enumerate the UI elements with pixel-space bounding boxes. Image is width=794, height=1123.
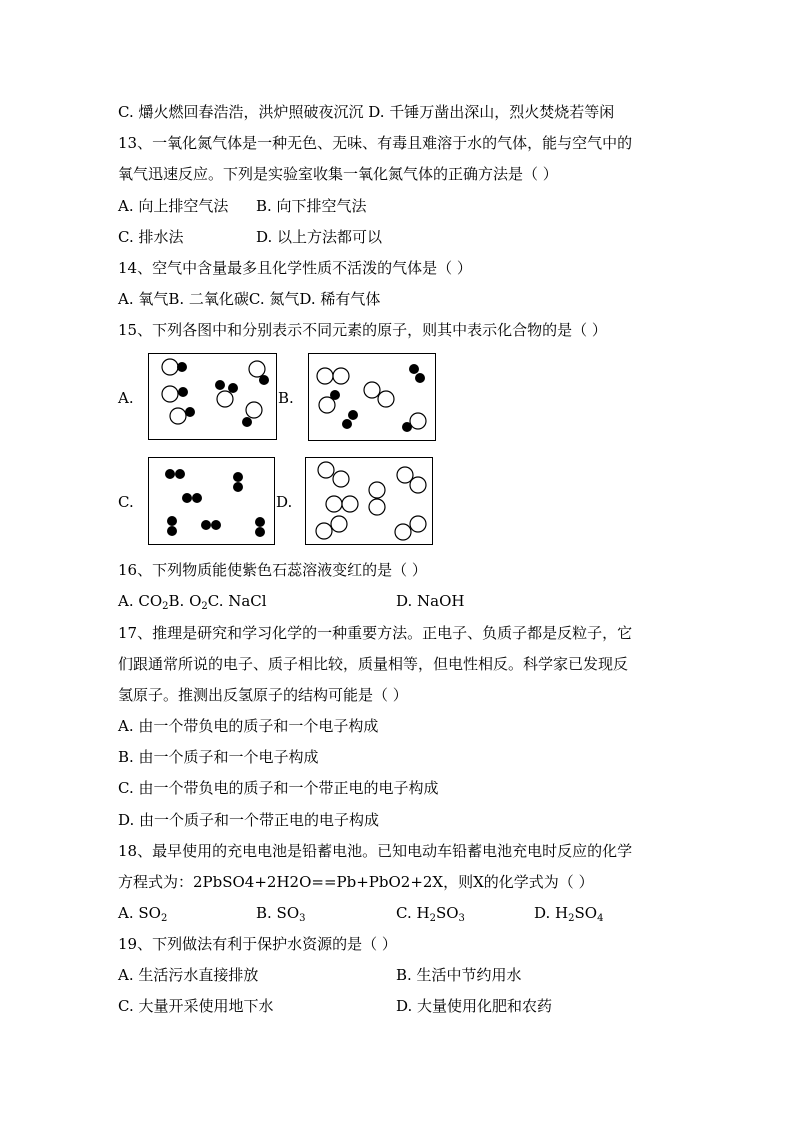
q15-figure-d-atoms [306, 458, 432, 544]
q15-figure-a [148, 353, 277, 440]
q15-label-b: B. [278, 389, 294, 407]
q13-option-b: B. 向下排空气法 [256, 197, 367, 215]
q18-option-c: C. $H_2SO_3$ [396, 904, 465, 924]
q13-stem-line1: 13、一氧化氮气体是一种无色、无味、有毒且难溶于水的气体，能与空气中的 [118, 134, 633, 152]
q15-figure-a-atoms [149, 354, 276, 439]
q17-option-b: B. 由一个质子和一个电子构成 [118, 748, 319, 766]
q18-option-b: B. $SO_3$ [256, 904, 306, 924]
q17-option-a: A. 由一个带负电的质子和一个电子构成 [118, 717, 379, 735]
q18-stem-line1: 18、最早使用的充电电池是铅蓄电池。已知电动车铅蓄电池充电时反应的化学 [118, 842, 633, 860]
q14-stem: 14、空气中含量最多且化学性质不活泼的气体是（ ） [118, 259, 472, 277]
q15-figure-c-atoms [149, 458, 274, 544]
q15-stem: 15、下列各图中和分别表示不同元素的原子，则其中表示化合物的是（ ） [118, 321, 607, 339]
q17-stem-line1: 17、推理是研究和学习化学的一种重要方法。正电子、负质子都是反粒子，它 [118, 624, 633, 642]
q18-option-d: D. $H_2SO_4$ [534, 904, 604, 924]
q19-option-d: D. 大量使用化肥和农药 [396, 997, 553, 1015]
q15-label-a: A. [118, 389, 134, 407]
q15-label-c: C. [118, 493, 134, 511]
q18-option-a: A. $SO_2$ [118, 904, 168, 924]
q17-option-c: C. 由一个带负电的质子和一个带正电的电子构成 [118, 779, 439, 797]
q16-stem: 16、下列物质能使紫色石蕊溶液变红的是（ ） [118, 561, 427, 579]
q12-option-cd: C. 爝火燃回春浩浩，洪炉照破夜沉沉 D. 千锤万凿出深山，烈火焚烧若等闲 [118, 103, 615, 121]
q17-stem-line3: 氢原子。推测出反氢原子的结构可能是（ ） [118, 686, 408, 704]
q19-stem: 19、下列做法有利于保护水资源的是（ ） [118, 935, 397, 953]
q13-option-c: C. 排水法 [118, 228, 184, 246]
q14-options: A. 氧气B. 二氧化碳C. 氮气D. 稀有气体 [118, 290, 381, 308]
q15-label-d: D. [276, 493, 293, 511]
q13-stem-line2: 氧气迅速反应。下列是实验室收集一氧化氮气体的正确方法是（ ） [118, 165, 558, 183]
q19-option-b: B. 生活中节约用水 [396, 966, 522, 984]
q17-stem-line2: 们跟通常所说的电子、质子相比较，质量相等，但电性相反。科学家已发现反 [118, 655, 629, 673]
q13-option-d: D. 以上方法都可以 [256, 228, 383, 246]
q13-option-a: A. 向上排空气法 [118, 197, 229, 215]
q18-stem-line2: 方程式为：2PbSO4+2H2O==Pb+PbO2+2X，则X的化学式为（ ） [118, 873, 594, 891]
q15-figure-b-atoms [309, 354, 435, 440]
q15-figure-b [308, 353, 436, 441]
q15-figure-c [148, 457, 275, 545]
q16-option-d: D. NaOH [396, 592, 465, 610]
q16-options-abc: A. $CO_2B$. $O_2C$. NaCl [118, 592, 267, 612]
q17-option-d: D. 由一个质子和一个带正电的电子构成 [118, 811, 380, 829]
q19-option-c: C. 大量开采使用地下水 [118, 997, 274, 1015]
q19-option-a: A. 生活污水直接排放 [118, 966, 259, 984]
q15-figure-d [305, 457, 433, 545]
